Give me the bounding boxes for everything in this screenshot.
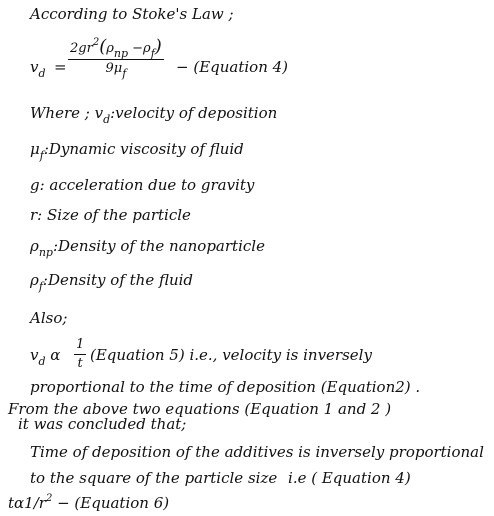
def-gravity: g: acceleration due to gravity xyxy=(30,176,255,194)
eq5-text: (Equation 5) i.e., velocity is inversely xyxy=(90,346,372,364)
eq4-denominator: $9\mu_f$ xyxy=(105,61,127,80)
eq5-lhs: $v_d$ α xyxy=(30,346,61,368)
eq4-numerator: $2gr^2(\rho_{np} -\rho_f)$ xyxy=(70,36,162,60)
eq4-fraction xyxy=(68,38,164,78)
conclusion-line-3: Time of deposition of the additives is inversely proportional xyxy=(30,443,484,461)
def-density-nanoparticle: $\rho_{np}:Density$ of the nanoparticle xyxy=(30,237,265,259)
stokes-law-heading xyxy=(30,5,234,23)
eq5-continuation: proportional to the time of deposition (Equation2) . xyxy=(30,378,421,396)
def-density-fluid: $\rho_f:Density$ of the fluid xyxy=(30,271,194,293)
def-velocity: Where ; $v_d:velocity$ of deposition xyxy=(30,104,278,126)
eq4-equals: = xyxy=(54,58,67,76)
eq5-fraction: $\frac{1}{t}$ xyxy=(76,337,85,371)
eq4-tail: − (Equation 4) xyxy=(176,58,289,76)
equation-6: $t\alpha 1/r^2$ − (Equation 6) xyxy=(8,493,170,512)
stokes-law-heading-text: According to Stoke's Law ; xyxy=(30,5,234,23)
eq4-lhs: $v_d$ xyxy=(30,58,46,80)
conclusion-line-2: it was concluded that; xyxy=(18,415,187,433)
also-label: Also; xyxy=(30,309,68,327)
conclusion-line-1: From the above two equations (Equation 1 and 2 ) xyxy=(8,400,392,418)
def-viscosity: $\mu_f:Dynamic$ viscosity of fluid xyxy=(30,140,244,162)
conclusion-line-4: to the square of the particle size i.e ( Equation 4) xyxy=(30,469,411,487)
def-particle-size: r: Size of the particle xyxy=(30,206,191,224)
